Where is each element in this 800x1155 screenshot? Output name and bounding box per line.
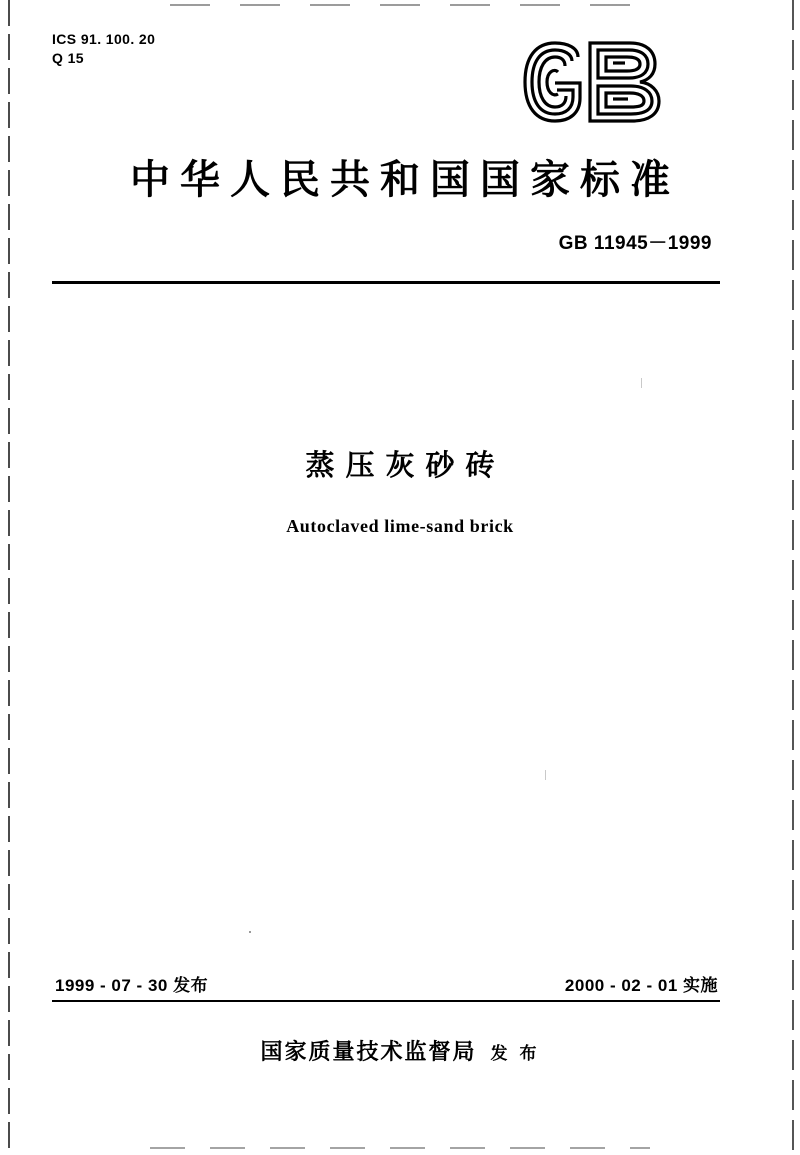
page-speck [641, 378, 642, 388]
gb-logo-icon [512, 36, 682, 128]
classification-code: Q 15 [52, 49, 84, 66]
ics-code: ICS 91. 100. 20 [52, 31, 156, 47]
national-standard-title: 中华人民共和国国家标准 [130, 157, 680, 203]
issue-date: 1999 - 07 - 30 发布 [55, 976, 209, 995]
scan-edge-bottom-artifact [150, 1147, 650, 1149]
header-divider-rule [52, 281, 720, 284]
publisher-line [0, 1035, 800, 1066]
page-speck [249, 931, 251, 933]
standard-number: GB 11945－1999 [558, 233, 712, 254]
effective-date: 2000 - 02 - 01 实施 [564, 976, 718, 995]
scan-edge-top-artifact [170, 4, 630, 6]
document-title-chinese: 蒸压灰砂砖 [305, 448, 506, 482]
publish-verb: 发 布 [490, 1044, 540, 1064]
publisher-name: 国家质量技术监督局 [260, 1040, 477, 1065]
ics-classification-block [52, 30, 155, 68]
footer-divider-rule [52, 1000, 720, 1002]
document-title-english: Autoclaved lime-sand brick [286, 516, 514, 536]
page-speck [545, 770, 546, 780]
